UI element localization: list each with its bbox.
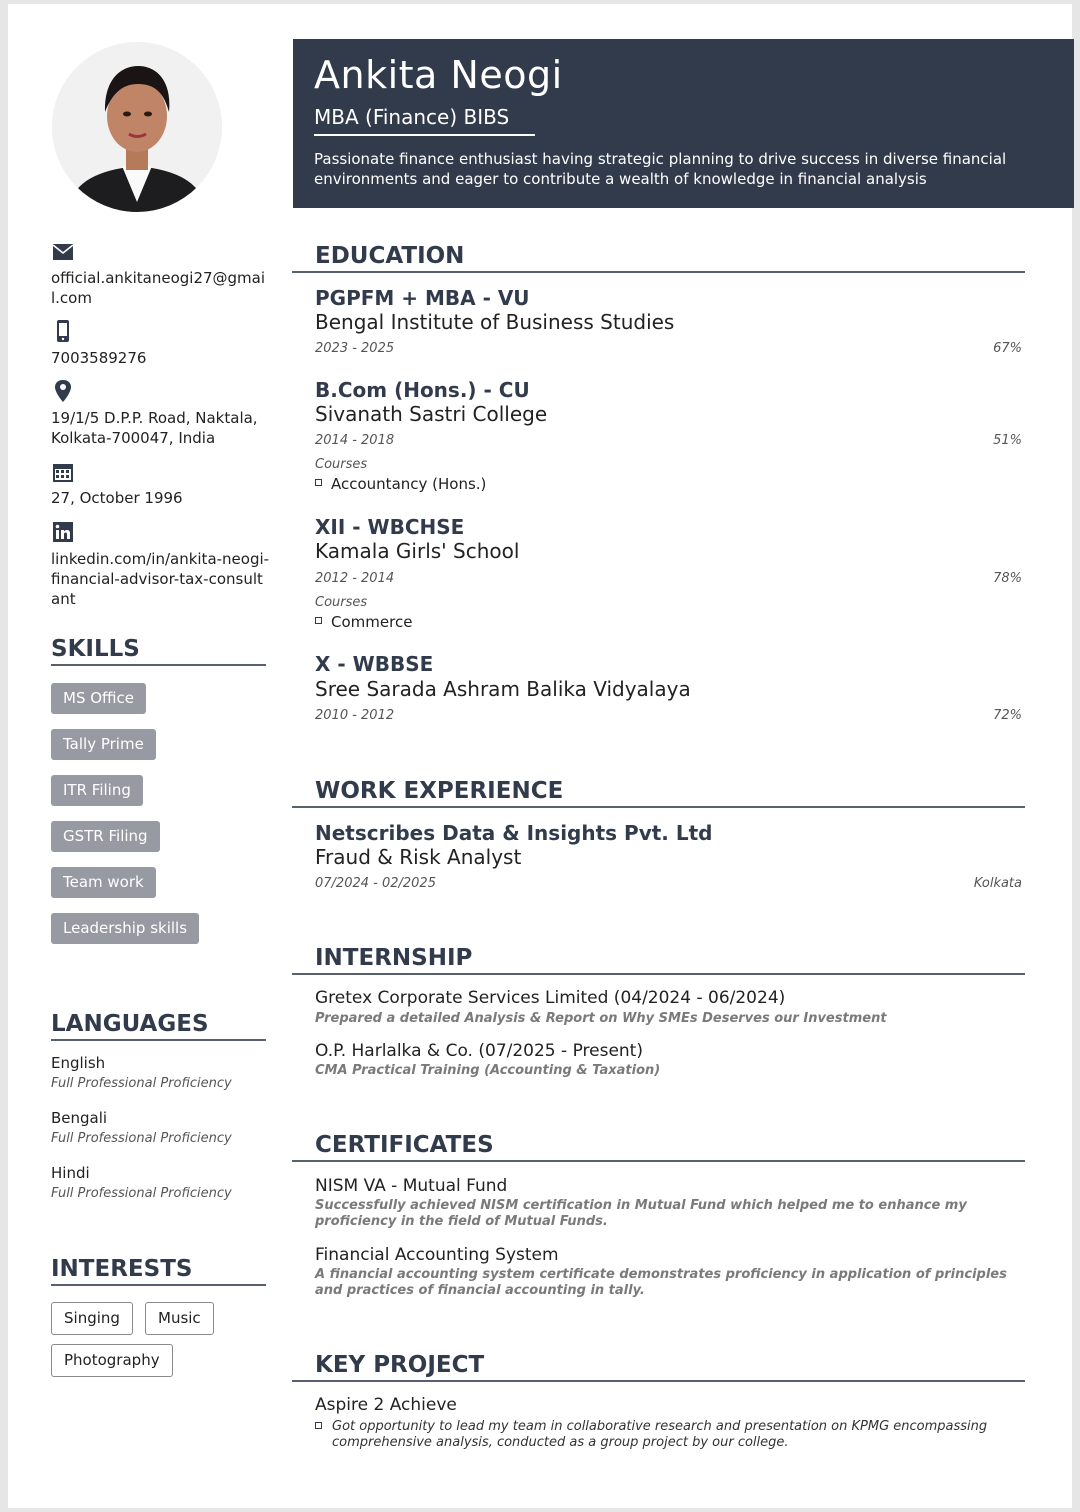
- profile-photo: [52, 42, 222, 212]
- email-text[interactable]: official.ankitaneogi27@gmail.com: [51, 269, 266, 307]
- certificates-heading: CERTIFICATES: [292, 1132, 1025, 1162]
- skill-tag: ITR Filing: [51, 775, 143, 806]
- language-level: Full Professional Proficiency: [51, 1186, 232, 1201]
- education-heading: EDUCATION: [292, 243, 1025, 273]
- header-banner: [293, 39, 1074, 208]
- education-degree: PGPFM + MBA - VU: [315, 286, 530, 310]
- internship-heading: INTERNSHIP: [292, 945, 1025, 975]
- course-text: Commerce: [331, 613, 413, 631]
- education-school: Bengal Institute of Business Studies: [315, 310, 675, 334]
- language-name: Hindi: [51, 1164, 90, 1182]
- address-text: 19/1/5 D.P.P. Road, Naktala, Kolkata-700047, India: [51, 409, 258, 447]
- education-school: Sivanath Sastri College: [315, 402, 548, 426]
- work-location: Kolkata: [973, 876, 1022, 891]
- education-dates: 2012 - 2014: [315, 571, 395, 586]
- internship-desc: Prepared a detailed Analysis & Report on Why SMEs Deserves our Investment: [315, 1011, 887, 1026]
- courses-label: Courses: [315, 595, 368, 610]
- bullet-icon: [315, 617, 322, 624]
- bullet-icon: [315, 479, 322, 486]
- candidate-degree: MBA (Finance) BIBS: [314, 105, 535, 136]
- interests-heading: INTERESTS: [51, 1256, 266, 1286]
- certificate-desc: Successfully achieved NISM certification in Mutual Fund which helped me to enhance my proficiency in the field of Mutual Funds.: [315, 1198, 967, 1229]
- email-icon: [51, 240, 75, 264]
- course-item: [315, 475, 486, 493]
- bullet-icon: [315, 1422, 322, 1429]
- skills-heading: SKILLS: [51, 636, 266, 666]
- interest-tag: Photography: [51, 1344, 173, 1377]
- linkedin-icon: [51, 520, 75, 544]
- courses-label: Courses: [315, 457, 368, 472]
- project-desc: Got opportunity to lead my team in collaborative research and presentation on KPMG encompassing comprehensive analysis, conducted as a group project by our college.: [332, 1419, 988, 1450]
- skill-tag: Team work: [51, 867, 156, 898]
- education-degree: XII - WBCHSE: [315, 515, 465, 539]
- certificate-title: NISM VA - Mutual Fund: [315, 1176, 508, 1196]
- skill-tag: Leadership skills: [51, 913, 199, 944]
- language-level: Full Professional Proficiency: [51, 1131, 232, 1146]
- course-text: Accountancy (Hons.): [331, 475, 487, 493]
- location-icon: [51, 379, 75, 403]
- education-dates: 2023 - 2025: [315, 341, 395, 356]
- skill-tag: MS Office: [51, 683, 146, 714]
- education-school: Kamala Girls' School: [315, 539, 520, 563]
- calendar-icon: [51, 460, 75, 484]
- education-score: 67%: [993, 341, 1022, 356]
- skill-tag: GSTR Filing: [51, 821, 160, 852]
- interest-tag: Music: [145, 1302, 214, 1335]
- certificate-title: Financial Accounting System: [315, 1245, 559, 1265]
- work-heading: WORK EXPERIENCE: [292, 778, 1025, 808]
- internship-desc: CMA Practical Training (Accounting & Taxation): [315, 1063, 661, 1078]
- course-item: [315, 613, 412, 631]
- phone-icon: [51, 319, 75, 343]
- project-heading: KEY PROJECT: [292, 1352, 1025, 1382]
- education-dates: 2010 - 2012: [315, 708, 395, 723]
- languages-heading: LANGUAGES: [51, 1011, 266, 1041]
- work-role: Fraud & Risk Analyst: [315, 845, 522, 869]
- language-level: Full Professional Proficiency: [51, 1076, 232, 1091]
- candidate-name: Ankita Neogi: [314, 53, 563, 97]
- phone-text[interactable]: 7003589276: [51, 349, 147, 367]
- avatar-icon: [52, 42, 222, 212]
- language-name: English: [51, 1054, 106, 1072]
- interest-tag: Singing: [51, 1302, 133, 1335]
- education-dates: 2014 - 2018: [315, 433, 395, 448]
- project-bullet: [315, 1419, 1015, 1451]
- education-school: Sree Sarada Ashram Balika Vidyalaya: [315, 677, 691, 701]
- internship-title: O.P. Harlalka & Co. (07/2025 - Present): [315, 1041, 643, 1061]
- skill-tag: Tally Prime: [51, 729, 156, 760]
- work-company: Netscribes Data & Insights Pvt. Ltd: [315, 821, 713, 845]
- education-degree: B.Com (Hons.) - CU: [315, 378, 530, 402]
- profile-summary: Passionate finance enthusiast having strategic planning to drive success in diverse financial environments and eager to contribute a wealth of knowledge in financial analysis: [314, 150, 1007, 188]
- language-name: Bengali: [51, 1109, 108, 1127]
- project-name: Aspire 2 Achieve: [315, 1395, 457, 1415]
- linkedin-text[interactable]: linkedin.com/in/ankita-neogi-financial-advisor-tax-consultant: [51, 550, 270, 608]
- education-score: 72%: [993, 708, 1022, 723]
- internship-title: Gretex Corporate Services Limited (04/2024 - 06/2024): [315, 988, 786, 1008]
- certificate-desc: A financial accounting system certificate demonstrates proficiency in application of principles and practices of financial accounting in tally.: [315, 1267, 1007, 1298]
- work-dates: 07/2024 - 02/2025: [315, 876, 436, 891]
- education-score: 78%: [993, 571, 1022, 586]
- dob-text: 27, October 1996: [51, 489, 183, 507]
- education-degree: X - WBBSE: [315, 652, 434, 676]
- education-score: 51%: [993, 433, 1022, 448]
